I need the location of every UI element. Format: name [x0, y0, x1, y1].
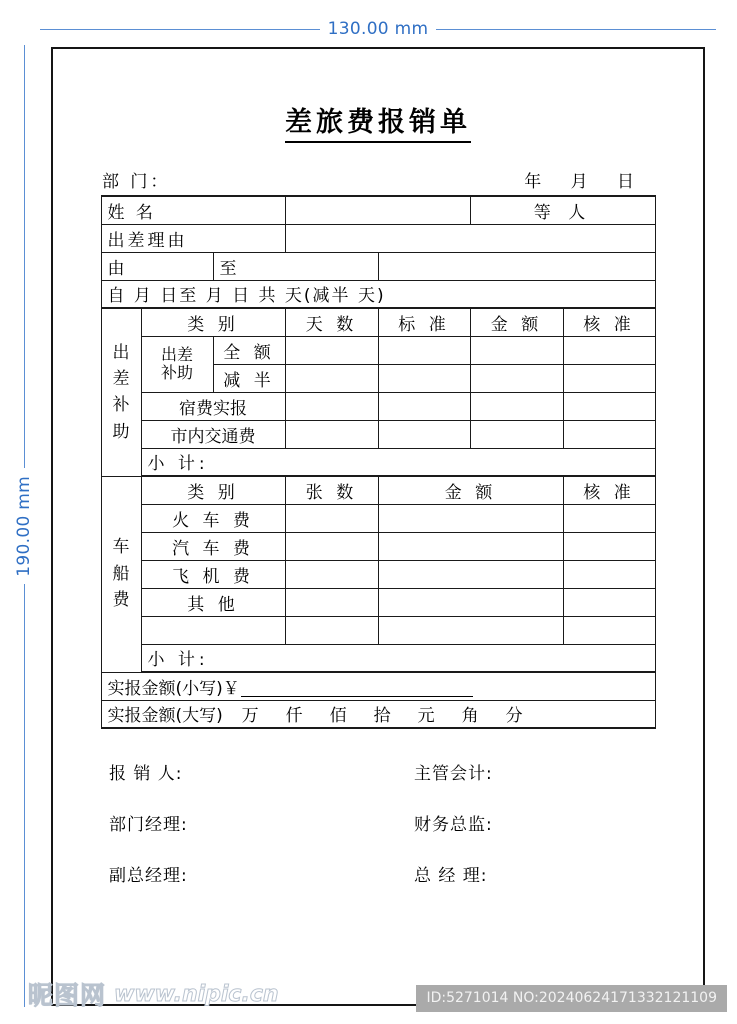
allowance-col-header-amount: 金 额: [470, 308, 563, 336]
reason-label: 出差理由: [101, 224, 285, 252]
allowance-half-amount-cell[interactable]: [470, 364, 563, 392]
dimension-left: [11, 45, 37, 1007]
allowance-lodging-label: 宿费实报: [141, 392, 285, 420]
allowance-subtotal-label: 小 计:: [141, 448, 655, 476]
transport-side-label: [101, 476, 141, 672]
signature-deputy-general-manager[interactable]: 副总经理:: [109, 866, 188, 886]
table-row-blank: [101, 616, 655, 644]
signature-row-3: [101, 861, 655, 886]
unit-shi: 拾: [373, 706, 391, 727]
signature-row-1: [101, 759, 655, 784]
lodging-amount-cell[interactable]: [470, 392, 563, 420]
signature-finance-director[interactable]: 财务总监:: [414, 815, 493, 835]
watermark-url-text: www.nipic.cn: [114, 981, 279, 1007]
unit-wan: 万: [241, 706, 259, 727]
expense-form-table: [101, 195, 656, 729]
city-transport-amount-cell[interactable]: [470, 420, 563, 448]
plane-approval-cell[interactable]: [563, 560, 655, 588]
allowance-full-days-cell[interactable]: [285, 336, 378, 364]
dimension-left-label: 190.00 mm: [14, 475, 34, 577]
allowance-half-approval-cell[interactable]: [563, 364, 655, 392]
other-amount-cell[interactable]: [378, 588, 563, 616]
transport-subtotal-label: 小 计:: [141, 644, 655, 672]
route-value-cell[interactable]: [378, 252, 655, 280]
dimension-left-rule-bottom: [24, 584, 25, 1007]
plane-amount-cell[interactable]: [378, 560, 563, 588]
table-row-allowance-subtotal: [101, 448, 655, 476]
transport-col-header-count: 张 数: [285, 476, 378, 504]
document-sheet: [52, 60, 704, 990]
table-row-bus: [101, 532, 655, 560]
signature-general-manager[interactable]: 总 经 理:: [414, 866, 488, 886]
header-line: [101, 167, 655, 195]
department-label: 部 门：: [102, 172, 171, 192]
transport-header-row: [101, 476, 655, 504]
amount-lowercase-blank-line[interactable]: [241, 696, 473, 697]
train-approval-cell[interactable]: [563, 504, 655, 532]
blank-count-cell[interactable]: [285, 616, 378, 644]
allowance-group-line-1: 出差: [160, 344, 193, 364]
allowance-side-char-3: 补: [112, 395, 130, 416]
date-label: 年 月 日: [524, 172, 646, 192]
train-amount-cell[interactable]: [378, 504, 563, 532]
city-transport-standard-cell[interactable]: [378, 420, 470, 448]
signature-department-manager[interactable]: 部门经理:: [109, 815, 188, 835]
allowance-side-char-4: 助: [112, 421, 130, 442]
transport-side-char-1: 车: [112, 537, 130, 558]
table-row-lodging: [101, 392, 655, 420]
page-title: [52, 100, 704, 139]
transport-side-char-3: 费: [112, 590, 130, 611]
signature-row-2: [101, 810, 655, 835]
unit-jiao: 角: [461, 706, 479, 727]
dimension-left-rule-top: [24, 45, 25, 468]
lodging-days-cell[interactable]: [285, 392, 378, 420]
table-row-plane: [101, 560, 655, 588]
watermark-id-badge: ID:5271014 NO:20240624171332121109: [416, 985, 727, 1012]
name-count-label: 等 人: [470, 196, 655, 224]
page-title-text: 差旅费报销单: [285, 107, 471, 143]
transport-col-header-amount: 金 额: [378, 476, 563, 504]
plane-count-cell[interactable]: [285, 560, 378, 588]
unit-qian: 仟: [285, 706, 303, 727]
bus-approval-cell[interactable]: [563, 532, 655, 560]
period-label: 自 月 日至 月 日 共 天(减半 天): [101, 280, 655, 308]
city-transport-approval-cell[interactable]: [563, 420, 655, 448]
signature-block: [101, 759, 655, 886]
table-row-other: [101, 588, 655, 616]
allowance-header-row: [101, 308, 655, 336]
signature-applicant[interactable]: 报 销 人:: [109, 764, 183, 784]
table-row-reason: [101, 224, 655, 252]
table-row-amount-uppercase: [101, 700, 655, 728]
train-count-cell[interactable]: [285, 504, 378, 532]
transport-other-label: 其 他: [141, 588, 285, 616]
allowance-side-label: [101, 308, 141, 476]
route-from-label: 由: [101, 252, 213, 280]
allowance-full-approval-cell[interactable]: [563, 336, 655, 364]
transport-plane-label: 飞 机 费: [141, 560, 285, 588]
unit-yuan: 元: [417, 706, 435, 727]
city-transport-days-cell[interactable]: [285, 420, 378, 448]
other-count-cell[interactable]: [285, 588, 378, 616]
amount-uppercase-cell[interactable]: [101, 700, 655, 728]
dimension-top-rule-left: [40, 29, 320, 30]
watermark-brand-text: 昵图网: [28, 981, 107, 1010]
table-row-amount-lowercase: [101, 672, 655, 700]
unit-bai: 佰: [329, 706, 347, 727]
allowance-half-standard-cell[interactable]: [378, 364, 470, 392]
transport-bus-label: 汽 车 费: [141, 532, 285, 560]
dimension-top-label: 130.00 mm: [327, 19, 429, 39]
table-row-train: [101, 504, 655, 532]
table-row-city-transport: [101, 420, 655, 448]
route-to-label: 至: [213, 252, 378, 280]
reason-value-cell[interactable]: [285, 224, 655, 252]
allowance-group-line-2: 补助: [160, 363, 193, 382]
table-row-route: [101, 252, 655, 280]
other-approval-cell[interactable]: [563, 588, 655, 616]
allowance-full-standard-cell[interactable]: [378, 336, 470, 364]
lodging-standard-cell[interactable]: [378, 392, 470, 420]
signature-chief-accountant[interactable]: 主管会计:: [414, 764, 493, 784]
transport-col-header-approval: 核 准: [563, 476, 655, 504]
blank-amount-cell[interactable]: [378, 616, 563, 644]
table-row-name: [101, 196, 655, 224]
bus-count-cell[interactable]: [285, 532, 378, 560]
table-row-allowance-full: [101, 336, 655, 364]
allowance-col-header-category: 类 别: [141, 308, 285, 336]
allowance-col-header-days: 天 数: [285, 308, 378, 336]
allowance-half-days-cell[interactable]: [285, 364, 378, 392]
allowance-subtype-half: 减 半: [213, 364, 285, 392]
amount-lowercase-label: 实报金额(小写)￥: [107, 678, 240, 699]
transport-side-char-2: 船: [112, 563, 130, 584]
amount-lowercase-cell[interactable]: [101, 672, 655, 700]
allowance-subtype-full: 全 额: [213, 336, 285, 364]
allowance-city-transport-label: 市内交通费: [141, 420, 285, 448]
name-label: 姓 名: [101, 196, 285, 224]
transport-train-label: 火 车 费: [141, 504, 285, 532]
blank-approval-cell[interactable]: [563, 616, 655, 644]
dimension-top-rule-right: [436, 29, 716, 30]
bus-amount-cell[interactable]: [378, 532, 563, 560]
dimension-top: [40, 18, 716, 40]
allowance-group-label: [141, 336, 213, 392]
allowance-col-header-standard: 标 准: [378, 308, 470, 336]
amount-uppercase-label: 实报金额(大写): [107, 706, 223, 727]
table-row-period: [101, 280, 655, 308]
allowance-full-amount-cell[interactable]: [470, 336, 563, 364]
transport-col-header-category: 类 别: [141, 476, 285, 504]
unit-fen: 分: [505, 706, 523, 727]
allowance-side-char-2: 差: [112, 368, 130, 389]
name-value-cell[interactable]: [285, 196, 470, 224]
allowance-side-char-1: 出: [112, 342, 130, 363]
allowance-col-header-approval: 核 准: [563, 308, 655, 336]
lodging-approval-cell[interactable]: [563, 392, 655, 420]
transport-blank-label[interactable]: [141, 616, 285, 644]
table-row-transport-subtotal: [101, 644, 655, 672]
